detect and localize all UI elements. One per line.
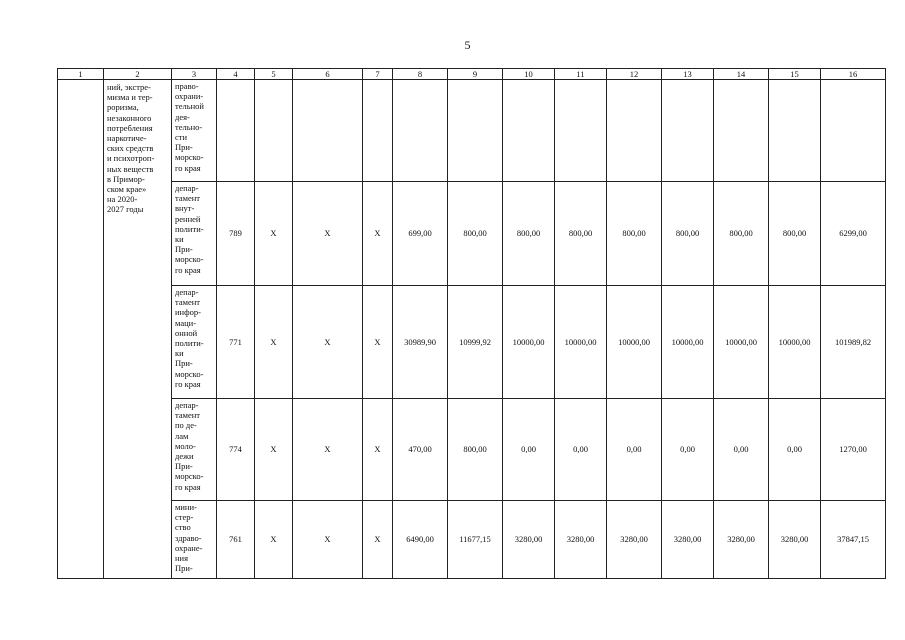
value-cell — [607, 80, 662, 182]
value-cell — [503, 80, 555, 182]
value-cell: 6299,00 — [821, 182, 886, 286]
value-cell: 0,00 — [769, 399, 821, 501]
header-cell: 15 — [769, 69, 821, 80]
value-cell: X — [255, 286, 293, 399]
executor-cell: право- охрани- тельной дея- тельно- сти При- морско- го края — [172, 80, 217, 182]
header-cell: 14 — [714, 69, 769, 80]
value-cell: 771 — [217, 286, 255, 399]
value-cell: 10000,00 — [607, 286, 662, 399]
value-cell: 800,00 — [503, 182, 555, 286]
table-row — [58, 80, 886, 182]
value-cell: 3280,00 — [555, 501, 607, 579]
value-cell: 3280,00 — [607, 501, 662, 579]
value-cell — [714, 80, 769, 182]
executor-cell: мини- стер- ство здраво- охране- ния При- — [172, 501, 217, 579]
value-cell: X — [363, 501, 393, 579]
value-cell: 0,00 — [662, 399, 714, 501]
value-cell: 3280,00 — [714, 501, 769, 579]
value-cell: 699,00 — [393, 182, 448, 286]
value-cell: 3280,00 — [503, 501, 555, 579]
table-row — [58, 501, 886, 579]
value-cell: 10000,00 — [503, 286, 555, 399]
value-cell — [662, 80, 714, 182]
header-cell: 16 — [821, 69, 886, 80]
executor-cell: депар- тамент инфор- маци- онной полити- ки При- морско- го края — [172, 286, 217, 399]
value-cell: X — [363, 182, 393, 286]
header-cell: 6 — [293, 69, 363, 80]
value-cell — [448, 80, 503, 182]
value-cell — [255, 80, 293, 182]
value-cell: 800,00 — [448, 182, 503, 286]
value-cell: X — [255, 501, 293, 579]
value-cell: 761 — [217, 501, 255, 579]
page-number: 5 — [464, 38, 471, 52]
header-cell: 2 — [104, 69, 172, 80]
value-cell: X — [255, 182, 293, 286]
value-cell — [217, 80, 255, 182]
table-row — [58, 182, 886, 286]
value-cell: X — [363, 399, 393, 501]
header-cell: 1 — [58, 69, 104, 80]
header-cell: 12 — [607, 69, 662, 80]
value-cell: X — [293, 286, 363, 399]
value-cell: X — [293, 399, 363, 501]
value-cell: 3280,00 — [769, 501, 821, 579]
value-cell: 101989,82 — [821, 286, 886, 399]
value-cell: 800,00 — [607, 182, 662, 286]
value-cell: 0,00 — [555, 399, 607, 501]
value-cell — [293, 80, 363, 182]
value-cell — [393, 80, 448, 182]
value-cell — [363, 80, 393, 182]
value-cell: 800,00 — [662, 182, 714, 286]
header-cell: 13 — [662, 69, 714, 80]
value-cell: 0,00 — [714, 399, 769, 501]
header-row — [58, 69, 886, 80]
value-cell: X — [293, 182, 363, 286]
value-cell: 800,00 — [448, 399, 503, 501]
header-cell: 4 — [217, 69, 255, 80]
value-cell: 0,00 — [607, 399, 662, 501]
value-cell: 800,00 — [714, 182, 769, 286]
table-row — [58, 286, 886, 399]
value-cell — [555, 80, 607, 182]
budget-table — [57, 68, 886, 579]
header-cell: 8 — [393, 69, 448, 80]
value-cell: 10999,92 — [448, 286, 503, 399]
header-cell: 11 — [555, 69, 607, 80]
header-cell: 5 — [255, 69, 293, 80]
value-cell: 37847,15 — [821, 501, 886, 579]
value-cell: 10000,00 — [662, 286, 714, 399]
value-cell: 1270,00 — [821, 399, 886, 501]
value-cell: 10000,00 — [555, 286, 607, 399]
value-cell: 800,00 — [769, 182, 821, 286]
value-cell: 6490,00 — [393, 501, 448, 579]
value-cell: X — [293, 501, 363, 579]
executor-cell: депар- тамент по де- лам моло- дежи При- морско- го края — [172, 399, 217, 501]
table-row — [58, 399, 886, 501]
value-cell: 774 — [217, 399, 255, 501]
row-number-cell — [58, 80, 104, 579]
value-cell: 10000,00 — [769, 286, 821, 399]
value-cell — [769, 80, 821, 182]
value-cell: 11677,15 — [448, 501, 503, 579]
value-cell: 10000,00 — [714, 286, 769, 399]
value-cell: 30989,90 — [393, 286, 448, 399]
value-cell: 3280,00 — [662, 501, 714, 579]
executor-cell: депар- тамент внут- ренней полити- ки При- морско- го края — [172, 182, 217, 286]
value-cell — [821, 80, 886, 182]
program-title-cell: ний, экстре- мизма и тер- роризма, незаконного потребления наркотиче- ских средств и психотроп- ных веществ в Примор- ском крае» на 2020- 2027 годы — [104, 80, 172, 579]
header-cell: 3 — [172, 69, 217, 80]
value-cell: 789 — [217, 182, 255, 286]
header-cell: 7 — [363, 69, 393, 80]
header-cell: 9 — [448, 69, 503, 80]
value-cell: 0,00 — [503, 399, 555, 501]
value-cell: 800,00 — [555, 182, 607, 286]
value-cell: X — [255, 399, 293, 501]
value-cell: X — [363, 286, 393, 399]
value-cell: 470,00 — [393, 399, 448, 501]
header-cell: 10 — [503, 69, 555, 80]
